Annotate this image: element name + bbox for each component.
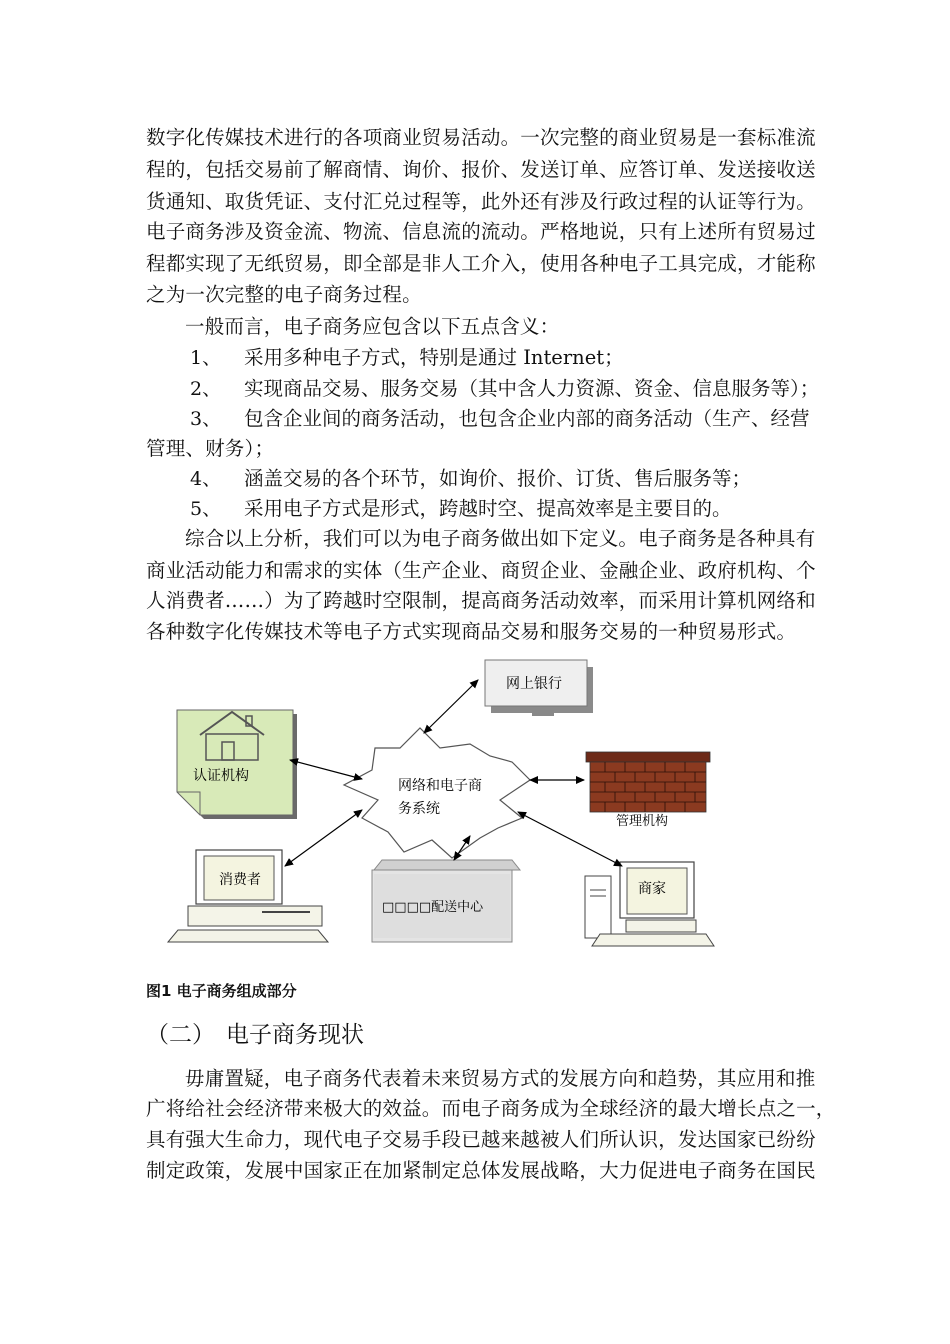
center-label-line1: 网络和电子商 [398,778,482,794]
paragraph-line: 具有强大生命力，现代电子交易手段已越来越被人们所认识，发达国家已纷纷 [146,1128,816,1151]
section-number: （二） [146,1022,215,1048]
intro-line: 一般而言，电子商务应包含以下五点含义： [185,315,560,338]
admin-node [586,752,710,829]
cert-label: 认证机构 [193,768,249,784]
list-item-number: 1、 [190,347,222,369]
list-item-number: 2、 [190,378,222,400]
list-item-number: 4、 [190,468,222,490]
center-label-line2: 务系统 [398,801,440,817]
paragraph-line: 数字化传媒技术进行的各项商业贸易活动。一次完整的商业贸易是一套标准流 [146,126,816,149]
network-system-shape [344,728,530,858]
list-item-text: 采用多种电子方式，特别是通过 Internet； [244,346,624,369]
paragraph-line: 制定政策，发展中国家正在加紧制定总体发展战略，大力促进电子商务在国民 [146,1159,816,1182]
paragraph-line: 之为一次完整的电子商务过程。 [146,283,422,306]
figure-caption: 图1 电子商务组成部分 [146,982,297,1000]
merchant-node [585,862,714,946]
paragraph-line: 程的，包括交易前了解商情、询价、报价、发送订单、应答订单、发送接收送 [146,158,816,181]
paragraph-line: 广将给社会经济带来极大的效益。而电子商务成为全球经济的最大增长点之一， [146,1097,836,1120]
list-item-number: 3、 [190,408,222,430]
list-item-text: 包含企业间的商务活动，也包含企业内部的商务活动（生产、经营 [244,407,810,430]
paragraph-line: 毋庸置疑，电子商务代表着未来贸易方式的发展方向和趋势，其应用和推 [185,1067,816,1090]
distribution-label: □□□□配送中心 [382,900,484,915]
bank-label: 网上银行 [506,676,562,692]
distribution-node [372,860,520,942]
arrow-merchant [518,812,622,866]
arrow-bank [424,680,478,733]
online-bank-node [485,660,593,716]
list-item-number: 5、 [190,498,222,520]
paragraph-line: 电子商务涉及资金流、物流、信息流的流动。严格地说，只有上述所有贸易过 [146,220,816,243]
admin-label: 管理机构 [616,814,669,829]
section-title: 电子商务现状 [226,1022,364,1048]
section-heading [146,1016,364,1049]
merchant-label: 商家 [638,881,666,897]
consumer-node [168,850,328,942]
paragraph-line: 综合以上分析，我们可以为电子商务做出如下定义。电子商务是各种具有 [185,527,816,550]
consumer-label: 消费者 [219,872,261,888]
arrow-cert [290,760,362,779]
paragraph-line: 程都实现了无纸贸易，即全部是非人工介入，使用各种电子工具完成，才能称 [146,252,816,275]
list-item-text: 采用电子方式是形式，跨越时空、提高效率是主要目的。 [244,497,732,520]
paragraph-line: 货通知、取货凭证、支付汇兑过程等，此外还有涉及行政过程的认证等行为。 [146,190,816,213]
paragraph-line: 人消费者……）为了跨越时空限制，提高商务活动效率，而采用计算机网络和 [146,589,816,612]
cert-authority-node [177,710,297,819]
list-item-text: 实现商品交易、服务交易（其中含人力资源、资金、信息服务等）； [244,377,820,400]
list-item-text: 涵盖交易的各个环节，如询价、报价、订货、售后服务等； [244,467,752,490]
paragraph-line: 商业活动能力和需求的实体（生产企业、商贸企业、金融企业、政府机构、个 [146,559,816,582]
list-item-continuation: 管理、财务）； [146,437,275,460]
paragraph-line: 各种数字化传媒技术等电子方式实现商品交易和服务交易的一种贸易形式。 [146,620,797,643]
